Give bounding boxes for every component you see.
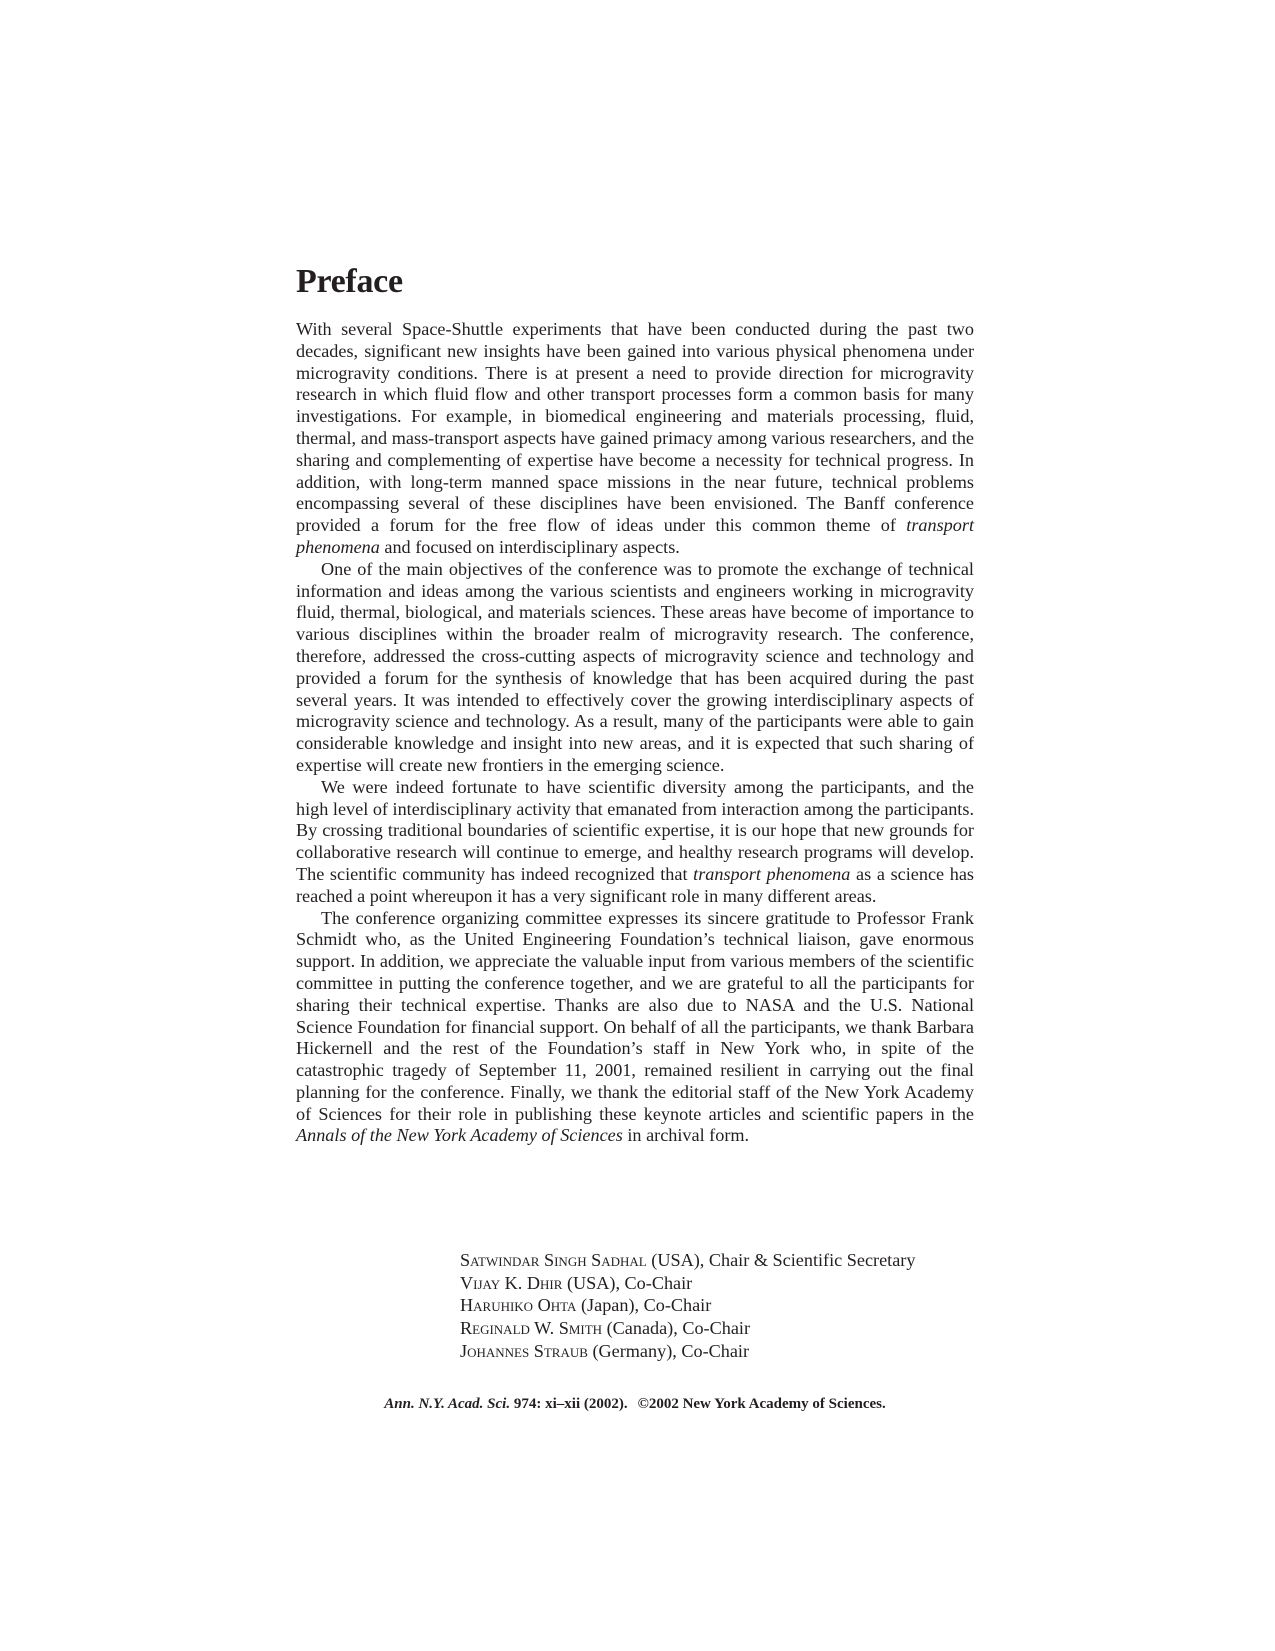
paragraph-3-emphasis: transport phenomena — [693, 863, 851, 884]
signatory — [460, 1249, 974, 1272]
copyright-notice: ©2002 New York Academy of Sciences. — [637, 1396, 886, 1412]
paragraph-1-text-a: With several Space-Shuttle experiments that have been conducted during the past two decades, significant new insights have been gained into various physical phenomena under microgravity conditions. There is at present a need to provide direction for microgravity research in which fluid flow and other transport processes form a common basis for many investigations. For example, in biomedical engineering and materials processing, fluid, thermal, and mass-transport aspects have gained primacy among various researchers, and the sharing and complementing of expertise have become a necessity for technical progress. In addition, with long-term manned space missions in the near future, technical problems encompassing several of these disciplines have been envisioned. The Banff conference provided a forum for the free flow of ideas under this common theme of — [296, 319, 974, 536]
paragraph-4-text-a: The conference organizing committee expresses its sincere gratitude to Professor Frank Schmidt who, as the United Engineering Foundation’s technical liaison, gave enormous support. In addition, we appreciate the valuable input from various members of the scientific committee in putting the conference together, and we are grateful to all the participants for sharing their technical expertise. Thanks are also due to NASA and the U.S. National Science Foundation for financial support. On behalf of all the participants, we thank Barbara Hickernell and the rest of the Foundation’s staff in New York who, in spite of the catastrophic tragedy of September 11, 2001, remained resilient in carrying out the final planning for the conference. Finally, we thank the editorial staff of the New York Academy of Sciences for their role in publishing these keynote articles and scientific papers in the — [296, 907, 974, 1124]
signatory-role: (Canada), Co-Chair — [602, 1318, 751, 1339]
paragraph-3-text-b: as a science has reached a point whereupon it has a very significant role in many different areas. — [296, 863, 974, 906]
signatory-name: Vijay K. Dhir — [460, 1272, 563, 1293]
journal-citation: 974: xi–xii (2002). — [510, 1396, 628, 1412]
signatory — [460, 1294, 974, 1317]
paragraph-3 — [296, 777, 974, 908]
signature-block — [460, 1249, 974, 1363]
signatory — [460, 1340, 974, 1363]
page-title: Preface — [296, 263, 403, 300]
signatory-name: Satwindar Singh Sadhal — [460, 1250, 647, 1270]
signatory-role: (Japan), Co-Chair — [576, 1295, 712, 1316]
signatory-role: (USA), Chair & Scientific Secretary — [646, 1250, 916, 1270]
signatory-name: Johannes Straub — [460, 1340, 588, 1361]
paragraph-1-text-b: and focused on interdisciplinary aspects. — [379, 536, 680, 557]
paragraph-3-text-a: We were indeed fortunate to have scientific diversity among the participants, and the high level of interdisciplinary activity that emanated from interaction among the participants. By crossing traditional boundaries of scientific expertise, it is our hope that new grounds for collaborative research will continue to emerge, and healthy research programs will develop. The scientific community has indeed recognized that — [296, 776, 974, 884]
signatory-role: (USA), Co-Chair — [562, 1272, 693, 1293]
paragraph-2: One of the main objectives of the conference was to promote the exchange of technical information and ideas among the various scientists and engineers working in microgravity fluid, thermal, biological, and materials sciences. These areas have become of importance to various disciplines within the broader realm of microgravity research. The conference, therefore, addressed the cross-cutting aspects of microgravity science and technology and provided a forum for the synthesis of knowledge that has been acquired during the past several years. It was intended to effectively cover the growing interdisciplinary aspects of microgravity science and technology. As a result, many of the participants were able to gain considerable knowledge and insight into new areas, and it is expected that such sharing of expertise will create new frontiers in the emerging science. — [296, 558, 974, 775]
citation-footer — [296, 1394, 974, 1414]
signatory — [460, 1272, 974, 1295]
paragraph-1-emphasis: transport phenomena — [296, 515, 974, 557]
paragraph-4 — [296, 908, 974, 1148]
signatory — [460, 1317, 974, 1340]
paragraph-1 — [296, 319, 974, 559]
preface-body — [296, 319, 974, 1147]
signatory-name: Reginald W. Smith — [460, 1318, 603, 1339]
signatory-role: (Germany), Co-Chair — [587, 1340, 750, 1361]
signatory-name: Haruhiko Ohta — [460, 1295, 577, 1316]
paragraph-4-text-b: in archival form. — [622, 1125, 750, 1146]
paragraph-4-emphasis: Annals of the New York Academy of Sciences — [296, 1125, 623, 1146]
journal-name: Ann. N.Y. Acad. Sci. — [384, 1396, 511, 1412]
